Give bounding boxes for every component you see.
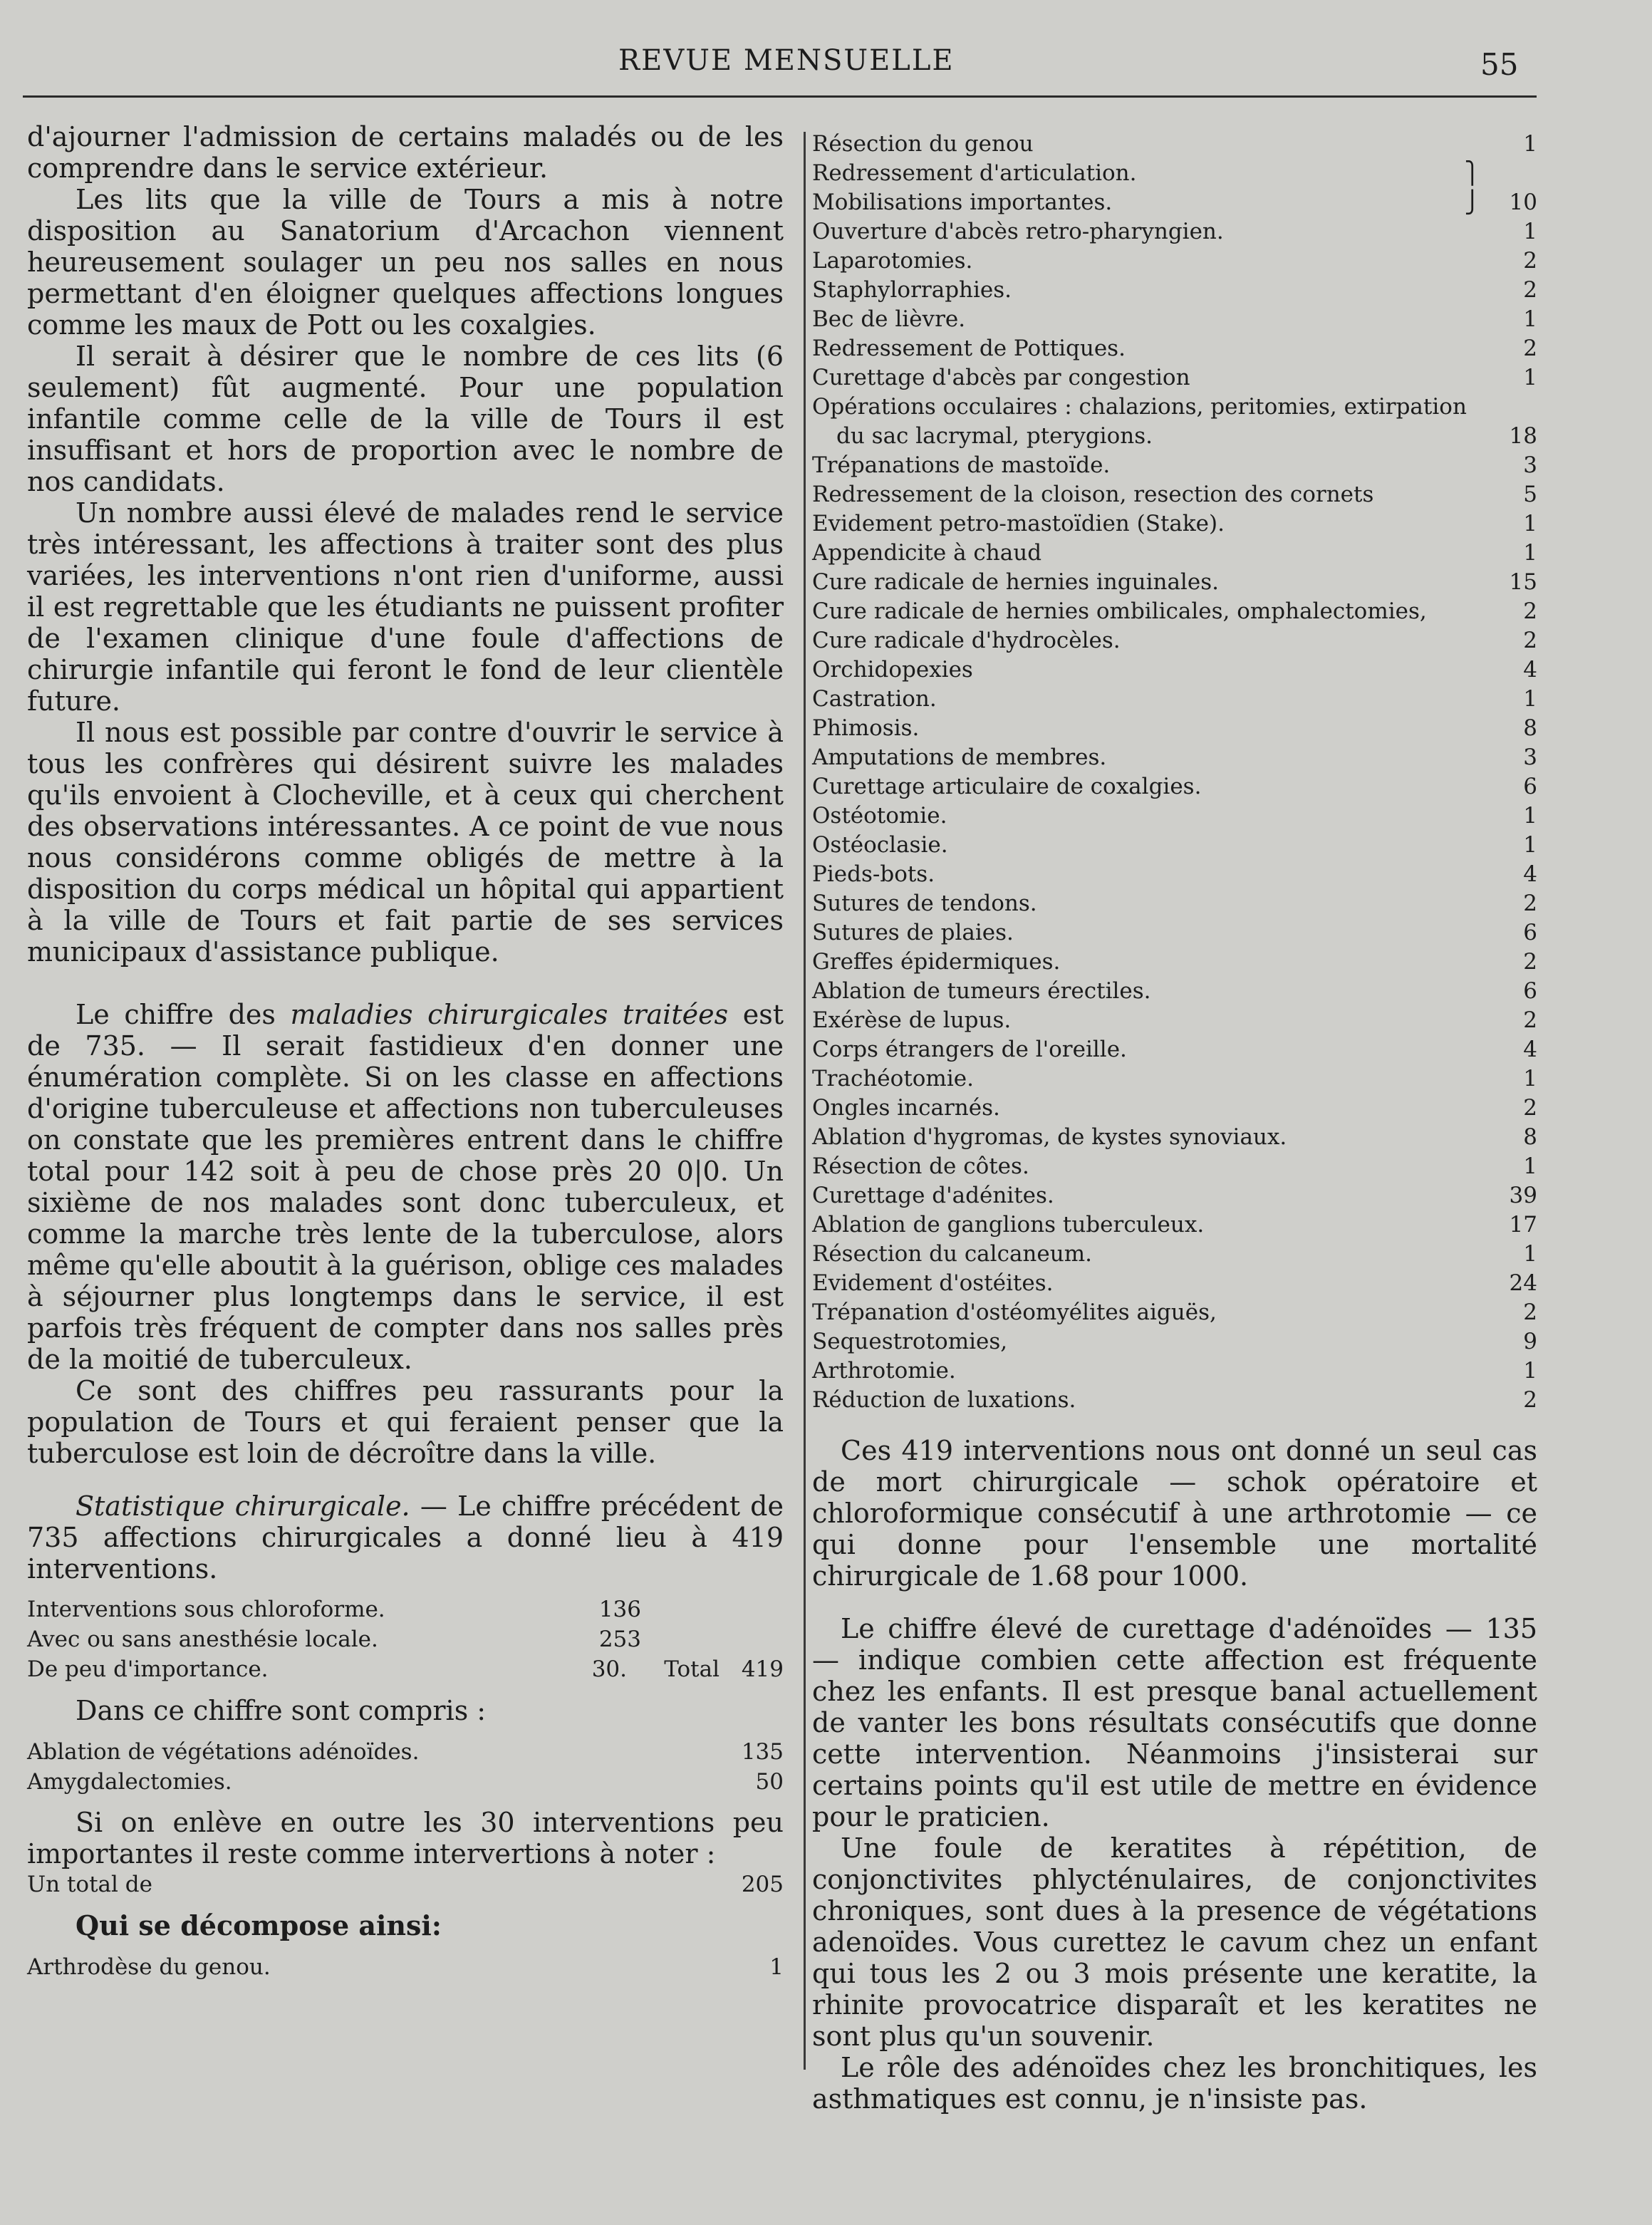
intervention-row — [812, 1269, 1537, 1298]
intervention-count: 2 — [1523, 628, 1537, 653]
right-column — [812, 130, 1537, 2115]
stat-row: Amygdalectomies. 50 — [27, 1769, 784, 1795]
intervention-label: Redressement de la cloison, resection des cornets — [812, 482, 1374, 507]
intervention-count: 24 — [1509, 1270, 1537, 1296]
intervention-label: Résection du genou — [812, 131, 1034, 157]
intervention-row — [812, 188, 1537, 217]
intervention-row — [812, 948, 1537, 977]
running-title: REVUE MENSUELLE — [618, 44, 955, 77]
intervention-count: 5 — [1523, 482, 1537, 507]
intervention-row — [812, 860, 1537, 889]
intervention-label: Staphylorraphies. — [812, 277, 1012, 303]
intervention-row — [812, 1181, 1537, 1210]
intervention-label: Ostéotomie. — [812, 803, 947, 829]
intervention-row — [812, 889, 1537, 918]
intervention-label: Evidement petro-mastoïdien (Stake). — [812, 511, 1225, 536]
paragraph-rest: est de 735. — Il serait fastidieux d'en donner une énumération complète. Si on les classe en affections d'origine tuberculeuse et affections non tuberculeuses on constate que les premières entrent dans le chiffre total pour 142 soit à peu de chose près 20 0|0. Un sixième de nos malades sont donc tuberculeux, et comme la marche très lente de la tuberculose, alors même qu'elle aboutit à la guérison, oblige ces malades à séjourner plus longtemps dans le service, il est parfois très fréquent de compter dans nos salles près de la moitié de tuberculeux. — [27, 999, 784, 1375]
intervention-label: Mobilisations importantes. — [812, 190, 1113, 215]
stat-row: Ablation de végétations adénoïdes. 135 — [27, 1739, 784, 1765]
intervention-count: 1 — [1523, 219, 1537, 244]
intervention-count: 1 — [1523, 686, 1537, 712]
intervention-count: 4 — [1523, 657, 1537, 683]
intervention-label: Ablation de ganglions tuberculeux. — [812, 1212, 1205, 1238]
intervention-row — [812, 130, 1537, 159]
intervention-count: 17 — [1509, 1212, 1537, 1238]
page-number: 55 — [1480, 47, 1519, 82]
intervention-label: Sutures de plaies. — [812, 920, 1014, 945]
intervention-label: Ouverture d'abcès retro-pharyngien. — [812, 219, 1224, 244]
intervention-count: 10 — [1509, 190, 1537, 215]
intervention-row — [812, 977, 1537, 1006]
intervention-row — [812, 217, 1537, 247]
intervention-label: Trépanation d'ostéomyélites aiguës, — [812, 1300, 1217, 1325]
intervention-row — [812, 714, 1537, 743]
intervention-row — [812, 1035, 1537, 1064]
intervention-label: Bec de lièvre. — [812, 306, 966, 332]
intervention-count: 1 — [1523, 1241, 1537, 1267]
intervention-label: Corps étrangers de l'oreille. — [812, 1037, 1127, 1062]
subheading: Qui se décompose ainsi: — [76, 1909, 442, 1941]
intervention-count: 6 — [1523, 978, 1537, 1004]
paragraph: Les lits que la ville de Tours a mis à notre disposition au Sanatorium d'Arcachon viennent heureusement soulager un peu nos salles en nous permettant d'en éloigner quelques affections longues comme les maux de Pott ou les coxalgies. — [27, 184, 784, 341]
intervention-row — [812, 1327, 1537, 1357]
brace-mark: ⎫ — [1464, 161, 1480, 186]
intervention-label: Résection du calcaneum. — [812, 1241, 1092, 1267]
intervention-label: Réduction de luxations. — [812, 1387, 1076, 1413]
intervention-row — [812, 1064, 1537, 1094]
intervention-row — [812, 831, 1537, 860]
paragraph: d'ajourner l'admission de certains maladés ou de les comprendre dans le service extérieur. — [27, 121, 784, 184]
intervention-label: Trépanations de mastoïde. — [812, 452, 1111, 478]
intervention-count — [1480, 159, 1537, 188]
intervention-label: Curettage articulaire de coxalgies. — [812, 774, 1202, 799]
intervention-row — [812, 363, 1537, 393]
subheading: Dans ce chiffre sont compris : — [76, 1695, 487, 1726]
paragraph — [27, 999, 784, 1375]
intervention-count: 1 — [1523, 365, 1537, 390]
page-header — [0, 44, 1652, 87]
intervention-row — [812, 480, 1537, 509]
intervention-row — [812, 1210, 1537, 1240]
intervention-label: Sutures de tendons. — [812, 891, 1037, 916]
intervention-row — [812, 305, 1537, 334]
intervention-row — [812, 539, 1537, 568]
intervention-row — [812, 1298, 1537, 1327]
intervention-count: 2 — [1523, 598, 1537, 624]
intervention-label: Ongles incarnés. — [812, 1095, 1000, 1121]
intervention-label: Arthrotomie. — [812, 1358, 956, 1384]
intervention-row — [812, 772, 1537, 802]
intervention-row — [812, 276, 1537, 305]
intervention-label: Résection de côtes. — [812, 1153, 1029, 1179]
intervention-label: Curettage d'adénites. — [812, 1183, 1054, 1208]
paragraph — [27, 1490, 784, 1585]
intervention-row — [812, 1240, 1537, 1269]
paragraph: Ce sont des chiffres peu rassurants pour la population de Tours et qui feraient penser que la tuberculose est loin de décroître dans la ville. — [27, 1375, 784, 1469]
intervention-label: Trachéotomie. — [812, 1066, 974, 1091]
intervention-count: 2 — [1523, 1007, 1537, 1033]
intervention-label: Pieds-bots. — [812, 861, 935, 887]
intervention-row — [812, 159, 1537, 188]
intervention-label: Phimosis. — [812, 715, 920, 741]
intervention-label: Amputations de membres. — [812, 745, 1107, 770]
intervention-count: 2 — [1523, 949, 1537, 975]
intervention-label: Cure radicale de hernies ombilicales, omphalectomies, — [812, 598, 1427, 624]
intervention-label: Evidement d'ostéites. — [812, 1270, 1054, 1296]
intervention-label: Ablation d'hygromas, de kystes synoviaux. — [812, 1124, 1287, 1150]
intervention-count: 1 — [1523, 131, 1537, 157]
intervention-count: 1 — [1523, 832, 1537, 858]
intervention-count: 6 — [1523, 774, 1537, 799]
intervention-label: Opérations occulaires : chalazions, peritomies, extirpation — [812, 394, 1467, 420]
intervention-count: 4 — [1523, 1037, 1537, 1062]
intervention-label: Orchidopexies — [812, 657, 973, 683]
paragraph: Le chiffre élevé de curettage d'adénoïdes — 135 — indique combien cette affection est fréquente chez les enfants. Il est presque banal actuellement de vanter les bons résultats consécutifs que donne cette intervention. Néanmoins j'insisterai sur certains points qu'il est utile de mettre en évidence pour le praticien. — [812, 1613, 1537, 1832]
intervention-count: 1 — [1523, 540, 1537, 566]
intervention-count: 2 — [1523, 336, 1537, 361]
column-rule — [804, 132, 806, 2070]
intervention-count: 9 — [1523, 1329, 1537, 1354]
intervention-label: Cure radicale de hernies inguinales. — [812, 569, 1219, 595]
intervention-row — [812, 685, 1537, 714]
stat-row: Interventions sous chloroforme. 136 — [27, 1597, 641, 1622]
paragraph-rest: — Le chiffre précédent de 735 affections chirurgicales a donné lieu à 419 interventions. — [27, 1490, 784, 1585]
intervention-row — [812, 655, 1537, 685]
intervention-count: 3 — [1523, 452, 1537, 478]
intervention-label: Curettage d'abcès par congestion — [812, 365, 1190, 390]
intervention-count: 39 — [1509, 1183, 1537, 1208]
intervention-label: Appendicite à chaud — [812, 540, 1042, 566]
intervention-count: 6 — [1523, 920, 1537, 945]
intervention-label: Castration. — [812, 686, 937, 712]
intervention-count: 2 — [1523, 1387, 1537, 1413]
intervention-row — [812, 1152, 1537, 1181]
intervention-count: 2 — [1523, 891, 1537, 916]
stat-row: Arthrodèse du genou. 1 — [27, 1954, 784, 1980]
left-column — [27, 121, 784, 1982]
intervention-count: 3 — [1523, 745, 1537, 770]
section-title: Statistique chirurgicale. — [76, 1490, 410, 1522]
paragraph: Un nombre aussi élevé de malades rend le service très intéressant, les affections à traiter sont des plus variées, les interventions n'ont rien d'uniforme, aussi il est regrettable que les étudiants ne puissent profiter de l'examen clinique d'une foule d'affections de chirurgie infantile qui feront le fond de leur clientèle future. — [27, 497, 784, 717]
brace-mark: ⎭ — [1464, 190, 1480, 215]
intervention-count — [1480, 393, 1537, 422]
intervention-row — [812, 568, 1537, 597]
intervention-row — [812, 247, 1537, 276]
intervention-row — [812, 918, 1537, 948]
intervention-label: Greffes épidermiques. — [812, 949, 1061, 975]
intervention-count: 2 — [1523, 248, 1537, 274]
intervention-row — [812, 802, 1537, 831]
intervention-row — [812, 1123, 1537, 1152]
header-rule — [23, 95, 1537, 98]
intervention-row — [812, 1006, 1537, 1035]
intervention-row — [812, 422, 1537, 451]
stat-total-row: De peu d'importance. 30. Total 419 — [27, 1656, 784, 1682]
intervention-count: 8 — [1523, 715, 1537, 741]
paragraph: Si on enlève en outre les 30 interventions peu importantes il reste comme intervertions à noter : — [27, 1807, 784, 1869]
intervention-count: 1 — [1523, 1153, 1537, 1179]
intervention-label: Ostéoclasie. — [812, 832, 948, 858]
paragraph-italic: maladies chirurgicales traitées — [290, 999, 729, 1030]
paragraph-lead: Le chiffre des — [76, 999, 276, 1030]
intervention-count: 18 — [1509, 423, 1537, 449]
intervention-count: 8 — [1523, 1124, 1537, 1150]
intervention-label: Exérèse de lupus. — [812, 1007, 1012, 1033]
intervention-label: Cure radicale d'hydrocèles. — [812, 628, 1121, 653]
intervention-count: 2 — [1523, 1095, 1537, 1121]
stat-row: Un total de 205 — [27, 1872, 784, 1897]
intervention-row — [812, 626, 1537, 655]
paragraph: Le rôle des adénoïdes chez les bronchitiques, les asthmatiques est connu, je n'insiste pas. — [812, 2052, 1537, 2115]
intervention-list — [812, 130, 1537, 1415]
intervention-row — [812, 743, 1537, 772]
intervention-label: Redressement de Pottiques. — [812, 336, 1126, 361]
intervention-row — [812, 597, 1537, 626]
intervention-row — [812, 334, 1537, 363]
right-prose — [812, 1435, 1537, 2115]
intervention-label: Sequestrotomies, — [812, 1329, 1008, 1354]
intervention-count: 1 — [1523, 1358, 1537, 1384]
paragraph: Il nous est possible par contre d'ouvrir le service à tous les confrères qui désirent suivre les malades qu'ils envoient à Clocheville, et à ceux qui cherchent des observations intéressantes. A ce point de vue nous nous considérons comme obligés de mettre à la disposition du corps médical un hôpital qui appartient à la ville de Tours et fait partie de ses services municipaux d'assistance publique. — [27, 717, 784, 968]
intervention-row — [812, 1386, 1537, 1415]
stat-row: Avec ou sans anesthésie locale. 253 — [27, 1627, 641, 1652]
intervention-label: Ablation de tumeurs érectiles. — [812, 978, 1151, 1004]
intervention-label: Laparotomies. — [812, 248, 973, 274]
intervention-count: 1 — [1523, 803, 1537, 829]
paragraph: Une foule de keratites à répétition, de conjonctivites phlycténulaires, de conjonctivites chroniques, sont dues à la presence de végétations adenoïdes. Vous curettez le cavum chez un enfant qui tous les 2 ou 3 mois présente une keratite, la rhinite provocatrice disparaît et les keratites ne sont plus qu'un souvenir. — [812, 1832, 1537, 2052]
intervention-label: du sac lacrymal, pterygions. — [836, 423, 1153, 449]
intervention-count: 4 — [1523, 861, 1537, 887]
intervention-count: 1 — [1523, 306, 1537, 332]
intervention-count: 15 — [1509, 569, 1537, 595]
paragraph: Ces 419 interventions nous ont donné un seul cas de mort chirurgicale — schok opératoire et chloroformique consécutif à une arthrotomie — ce qui donne pour l'ensemble une mortalité chirurgicale de 1.68 pour 1000. — [812, 1435, 1537, 1592]
intervention-row — [812, 451, 1537, 480]
intervention-count: 2 — [1523, 277, 1537, 303]
intervention-count: 1 — [1523, 1066, 1537, 1091]
intervention-row — [812, 509, 1537, 539]
intervention-count: 2 — [1523, 1300, 1537, 1325]
paragraph: Il serait à désirer que le nombre de ces lits (6 seulement) fût augmenté. Pour une population infantile comme celle de la ville de Tours il est insuffisant et hors de proportion avec le nombre de nos candidats. — [27, 341, 784, 497]
intervention-row — [812, 1357, 1537, 1386]
intervention-row — [812, 1094, 1537, 1123]
intervention-row — [812, 393, 1537, 422]
intervention-label: Redressement d'articulation. — [812, 160, 1137, 186]
intervention-count: 1 — [1523, 511, 1537, 536]
